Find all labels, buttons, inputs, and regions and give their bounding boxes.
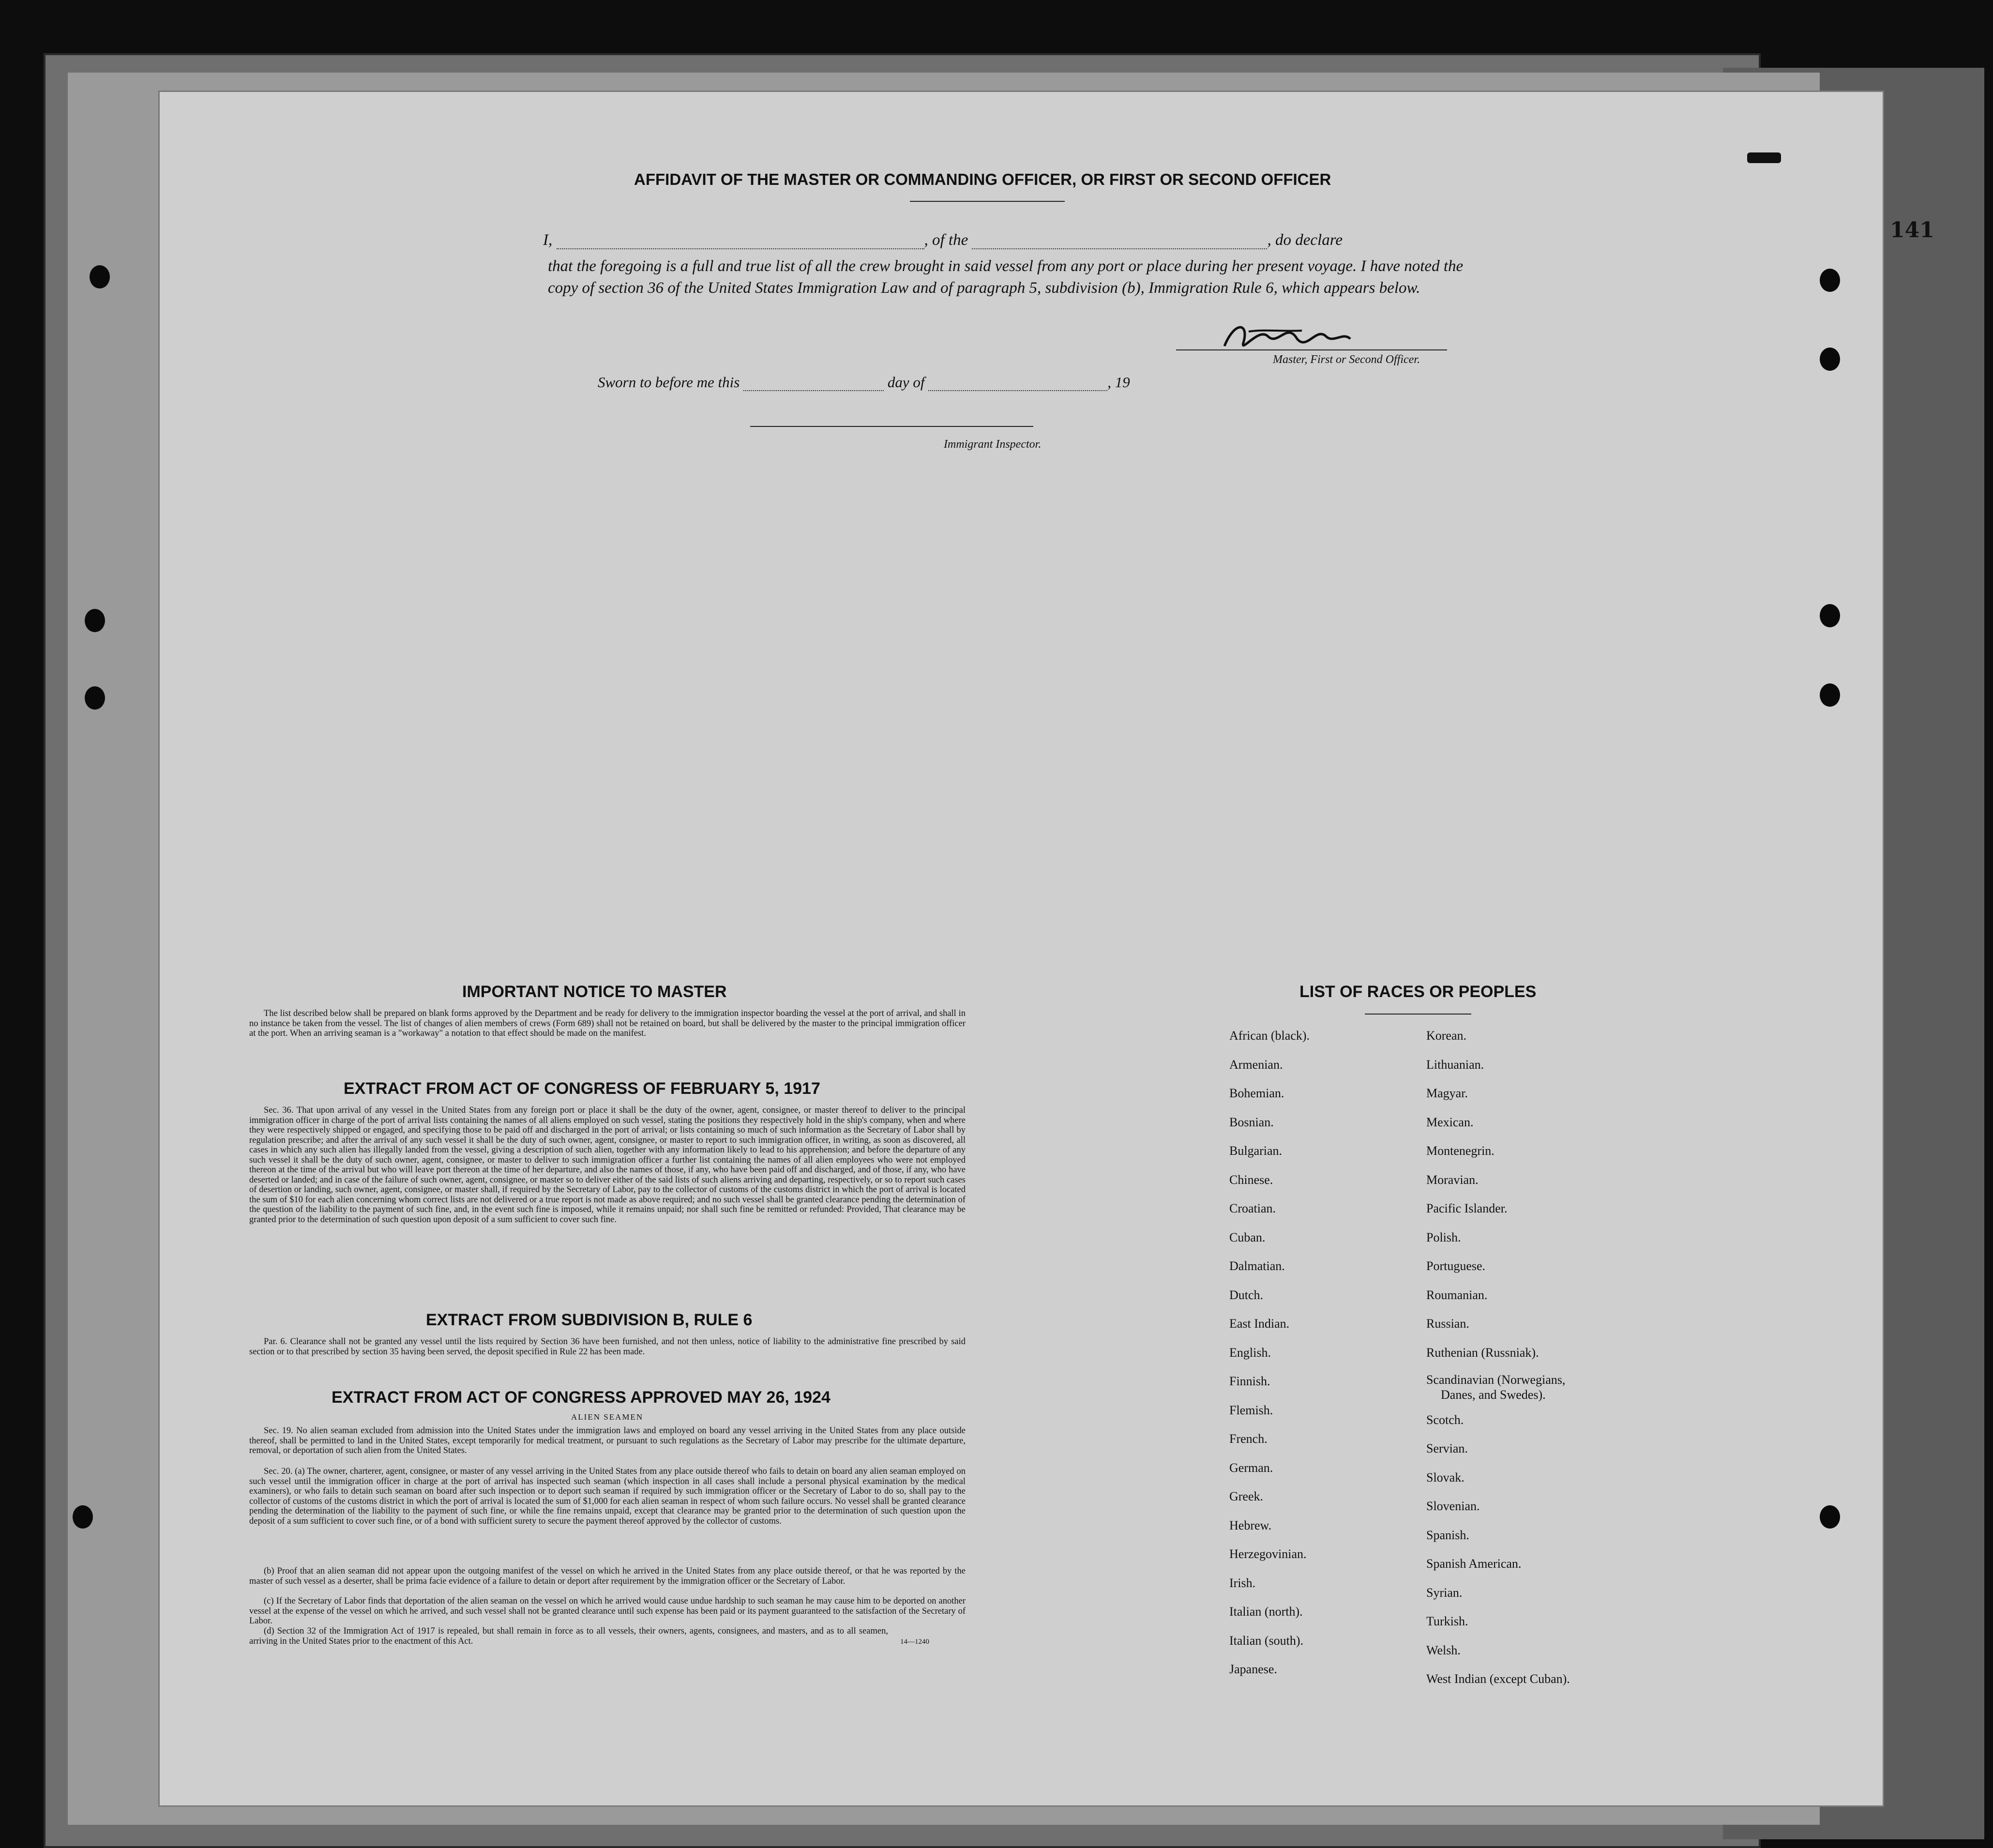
of-the-text: , of the — [924, 231, 968, 249]
sworn-line — [598, 374, 1130, 391]
extract-1924-sec20b: (b) Proof that an alien seaman did not appear upon the outgoing manifest of the vessel on which he arrived in the United States from any place outside thereof, or that he was reported by the master of such vessel as a deserter, shall be prima facie evidence of a failure to detain or deport after requirement by the immigration officer or the Secretary of Labor. — [249, 1566, 966, 1586]
sworn-prefix: Sworn to before me this — [598, 374, 740, 391]
race-item: Ruthenian (Russniak). — [1426, 1345, 1539, 1360]
race-item: Polish. — [1426, 1230, 1461, 1244]
sworn-year: , 19 — [1107, 374, 1130, 391]
signature-rule — [1176, 349, 1447, 350]
race-item: Dalmatian. — [1229, 1259, 1285, 1273]
extract-1924-title: EXTRACT FROM ACT OF CONGRESS APPROVED MAY 26, 1924 — [332, 1388, 830, 1407]
race-item: Irish. — [1229, 1575, 1256, 1590]
race-item: Roumanian. — [1426, 1288, 1488, 1302]
notice-title: IMPORTANT NOTICE TO MASTER — [462, 983, 727, 1001]
declaration-pronoun: I, — [543, 231, 553, 249]
extract-1924-sec20c: (c) If the Secretary of Labor finds that deportation of the alien seaman on the vessel on which he arrived would cause undue hardship to such seaman he may cause him to be deported on another vessel at the expense of the vessel on which he arrived, and such vessel shall not be granted clearance until such expense has been paid or its payment guaranteed to the satisfaction of the Secretary of Labor. — [249, 1596, 966, 1626]
race-item: Turkish. — [1426, 1614, 1468, 1628]
binder-hole — [1820, 269, 1840, 292]
ink-mark — [1747, 152, 1781, 163]
binder-hole — [73, 1505, 93, 1529]
race-item: Croatian. — [1229, 1201, 1276, 1215]
races-left-column — [1229, 1021, 1310, 1684]
races-title: LIST OF RACES OR PEOPLES — [1299, 983, 1537, 1001]
vessel-blank[interactable] — [972, 248, 1267, 249]
race-item: Korean. — [1426, 1029, 1467, 1043]
race-item: Slovenian. — [1426, 1499, 1480, 1513]
race-item: Bohemian. — [1229, 1086, 1284, 1100]
race-item-continued: Danes, and Swedes). — [1441, 1387, 1546, 1402]
extract-1924-sec20d: (d) Section 32 of the Immigration Act of 1917 is repealed, but shall remain in force as to all vessels, their owners, agents, consignees, and masters, and as to all seamen, arriving in the United States prior to the enactment of this Act. — [249, 1626, 888, 1646]
binder-hole — [1820, 348, 1840, 371]
extract-1924-sec20a: Sec. 20. (a) The owner, charterer, agent, consignee, or master of any vessel arriving in the United States from any place outside thereof who fails to detain on board any alien seaman employed on such vessel until the immigration officer in charge at the port of arrival has inspected such seaman (which inspection in all cases shall include a personal physical examination by the medical examiners), or who fails to detain such seaman on board after such inspection or to deport such seaman if required by such immigration officer or the Secretary of Labor to do so, shall pay to the collector of customs of the customs district in which the port of arrival is located the sum of $1,000 for each alien seaman in respect of whom such failure occurs. No vessel shall be granted clearance pending the determination of the liability to the payment of such fine, or while the fine remains unpaid, except that clearance may be granted prior to the determination of such question upon the deposit of a sum sufficient to cover such fine, or of a bond with sufficient surety to secure the payment thereof approved by the collector of customs. — [249, 1467, 966, 1526]
race-item: Flemish. — [1229, 1403, 1273, 1417]
race-item: Lithuanian. — [1426, 1057, 1484, 1072]
affidavit-title: AFFIDAVIT OF THE MASTER OR COMMANDING OFFICER, OR FIRST OR SECOND OFFICER — [634, 170, 1331, 188]
extract-1917-text: Sec. 36. That upon arrival of any vessel in the United States from any foreign port or place it shall be the duty of the owner, agent, consignee, or master thereof to deliver to the principal immigration officer in charge of the port of arrival lists containing the names of all aliens employed on such vessel, stating the positions they respectively hold in the ship's company, when and where they were respectively shipped or engaged, and specifying those to be paid off and discharged in the port of arrival; or lists containing so much of such information as the Secretary of Labor shall by regulation prescribe; and after the arrival of any such vessel it shall be the duty of such owner, agent, consignee, or master to report to such immigration officer, in writing, as soon as discovered, all cases in which any such alien has illegally landed from the vessel, giving a description of such alien, together with any information likely to lead to his apprehension; and before the departure of any such vessel it shall be the duty of such owner, agent, consignee, or master to deliver to such immigration officer a further list containing the names of all alien employees who were not employed thereon at the time of the arrival but who will leave port thereon at the time of her departure, and also the names of those, if any, who have been paid off and discharged, and of those, if any, who have deserted or landed; and in case of the failure of such owner, agent, consignee, or master so to deliver either of the said lists of such aliens arriving and departing, respectively, or so to report such cases of desertion or landing, such owner, agent, consignee, or master shall, if required by the Secretary of Labor, pay to the collector of customs of the customs district in which the port of arrival is located the sum of $10 for each alien concerning whom correct lists are not delivered or a true report is not made as above required; and no such vessel shall be granted clearance pending the determination of the question of the liability to the payment of such fine, and, in the event such fine is imposed, while it remains unpaid; nor shall such fine be remitted or refunded: Provided, That clearance may be granted prior to the determination of such question upon deposit of a sum sufficient to cover such fine. — [249, 1106, 966, 1225]
sworn-month-blank[interactable] — [928, 390, 1107, 391]
race-item: Spanish. — [1426, 1528, 1469, 1542]
race-item: German. — [1229, 1460, 1273, 1475]
race-item: Hebrew. — [1229, 1518, 1272, 1532]
binder-hole — [85, 686, 105, 710]
race-item: Scandinavian (Norwegians, — [1426, 1373, 1566, 1387]
race-item: Welsh. — [1426, 1643, 1461, 1657]
race-item: Italian (north). — [1229, 1605, 1303, 1619]
race-item: Mexican. — [1426, 1115, 1474, 1129]
sworn-day-blank[interactable] — [743, 390, 884, 391]
race-item: Japanese. — [1229, 1662, 1277, 1676]
race-item: African (black). — [1229, 1029, 1310, 1043]
extract-rule6-title: EXTRACT FROM SUBDIVISION B, RULE 6 — [426, 1311, 753, 1329]
manifest-page — [160, 92, 1883, 1805]
signature-label: Master, First or Second Officer. — [1273, 353, 1420, 366]
race-item: Finnish. — [1229, 1374, 1270, 1388]
races-right-column — [1426, 1021, 1570, 1694]
race-item: Pacific Islander. — [1426, 1201, 1508, 1215]
race-item: Portuguese. — [1426, 1259, 1486, 1273]
race-item: Cuban. — [1229, 1230, 1266, 1244]
race-item: Greek. — [1229, 1489, 1264, 1503]
race-item: Spanish American. — [1426, 1557, 1522, 1571]
race-item: Chinese. — [1229, 1172, 1273, 1187]
race-item: French. — [1229, 1432, 1268, 1446]
race-item: Herzegovinian. — [1229, 1547, 1307, 1561]
name-blank[interactable] — [557, 248, 924, 249]
race-item: Magyar. — [1426, 1086, 1468, 1100]
extract-rule6-text: Par. 6. Clearance shall not be granted any vessel until the lists required by Section 36 have been furnished, and not then unless, notice of liability to the administrative fine prescribed by said section or to that prescribed by section 35 having been served, the deposit specified in Rule 22 has been made. — [249, 1337, 966, 1357]
binder-hole — [85, 609, 105, 632]
affidavit-body: that the foregoing is a full and true list of all the crew brought in said vessel from any port or place during her present voyage. I have noted the copy of section 36 of the United States Immigration Law and of paragraph 5, subdivision (b), Immigration Rule 6, which appears below. — [548, 258, 1464, 297]
extract-1924-sec19: Sec. 19. No alien seaman excluded from admission into the United States under the immigration laws and employed on board any vessel arriving in the United States from any place outside thereof, shall be permitted to land in the United States, except temporarily for medical treatment, or pursuant to such regulations as the Secretary of Labor may prescribe for the ultimate departure, removal, or deportation of such alien from the United States. — [249, 1426, 966, 1455]
race-item: West Indian (except Cuban). — [1426, 1672, 1570, 1686]
inspector-label: Immigrant Inspector. — [944, 438, 1042, 451]
binder-hole — [1820, 1505, 1840, 1529]
alien-seamen-heading: ALIEN SEAMEN — [571, 1412, 644, 1422]
race-item: Servian. — [1426, 1441, 1468, 1455]
sworn-day-of: day of — [887, 374, 925, 391]
race-item: Syrian. — [1426, 1585, 1463, 1600]
extract-1917-title: EXTRACT FROM ACT OF CONGRESS OF FEBRUARY 5, 1917 — [344, 1079, 820, 1098]
race-item: Bulgarian. — [1229, 1144, 1283, 1158]
binder-hole — [1820, 604, 1840, 627]
race-item: East Indian. — [1229, 1317, 1290, 1331]
title-rule — [910, 201, 1065, 202]
binder-hole — [1820, 683, 1840, 707]
races-rule — [1365, 1014, 1471, 1015]
race-item: Bosnian. — [1229, 1115, 1274, 1129]
inspector-rule — [750, 426, 1033, 427]
race-item: Russian. — [1426, 1317, 1469, 1331]
race-item: Slovak. — [1426, 1470, 1465, 1484]
notice-text: The list described below shall be prepared on blank forms approved by the Department and be ready for delivery to the immigration inspector boarding the vessel at the port of arrival, and shall in no instance be taken from the vessel. The list of changes of alien members of crews (Form 689) shall not be retained on board, but shall be delivered by the master to the principal immigration officer at the port. When an arriving seaman is a "workaway" a notation to that effect should be made on the manifest. — [249, 1009, 966, 1038]
race-item: Moravian. — [1426, 1172, 1479, 1187]
form-code: 14—1240 — [900, 1638, 929, 1646]
declare-text: , do declare — [1267, 231, 1343, 249]
binder-hole — [90, 265, 110, 288]
race-item: Scotch. — [1426, 1412, 1464, 1427]
race-item: English. — [1229, 1345, 1271, 1360]
race-item: Armenian. — [1229, 1057, 1283, 1072]
declaration-line — [543, 231, 1343, 249]
race-item: Italian (south). — [1229, 1633, 1304, 1648]
race-item: Dutch. — [1229, 1288, 1264, 1302]
race-item: Montenegrin. — [1426, 1144, 1495, 1158]
page-number: 141 — [1890, 218, 1934, 242]
